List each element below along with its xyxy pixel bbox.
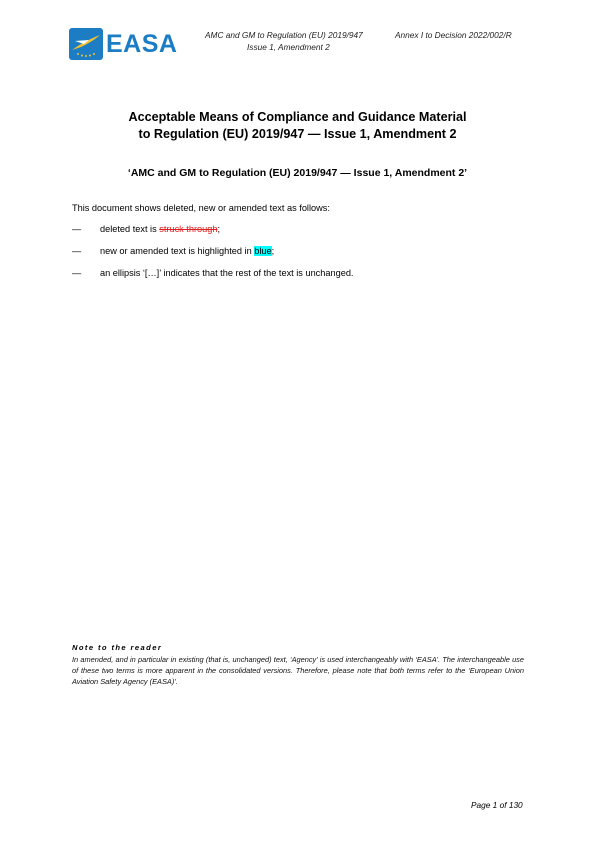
highlighted-text: blue <box>254 246 272 256</box>
intro-text: This document shows deleted, new or amended text as follows: <box>72 203 330 213</box>
easa-emblem-icon <box>69 28 103 60</box>
page-number: Page 1 of 130 <box>471 800 523 810</box>
document-subtitle: ‘AMC and GM to Regulation (EU) 2019/947 — Issue 1, Amendment 2’ <box>127 167 468 179</box>
header-annex-ref: Annex I to Decision 2022/002/R <box>395 30 512 40</box>
logo-text: EASA <box>106 30 178 58</box>
list-dash: — <box>72 268 82 278</box>
easa-logo <box>69 28 178 60</box>
title-line-1: Acceptable Means of Compliance and Guidance Material <box>128 110 467 124</box>
item-text: deleted text is <box>100 224 160 234</box>
struck-text: struck through <box>159 224 218 234</box>
list-dash: — <box>72 246 82 256</box>
title-line-2: to Regulation (EU) 2019/947 — Issue 1, Amendment 2 <box>138 127 457 141</box>
item-suffix: ; <box>271 246 275 256</box>
list-dash: — <box>72 224 82 234</box>
note-body: In amended, and in particular in existing (that is, unchanged) text, ‘Agency’ is used interchangeably with ‘EASA’. The interchangeable use of these two terms is more apparent in the consolidated versions. Therefore, please note that both terms refer to the ‘European Union Aviation Safety Agency (EASA)’. <box>72 655 524 686</box>
header-doc-ref: AMC and GM to Regulation (EU) 2019/947 <box>205 30 363 40</box>
item-suffix: ; <box>217 224 221 234</box>
list-item-text <box>100 223 220 235</box>
list-item-text <box>100 245 274 257</box>
item-text: new or amended text is highlighted in <box>100 246 255 256</box>
note-heading: Note to the reader <box>72 643 163 652</box>
document-title <box>60 109 535 143</box>
item-text: an ellipsis ‘[…]’ indicates that the rest of the text is unchanged. <box>100 268 354 278</box>
header-issue: Issue 1, Amendment 2 <box>247 42 330 52</box>
